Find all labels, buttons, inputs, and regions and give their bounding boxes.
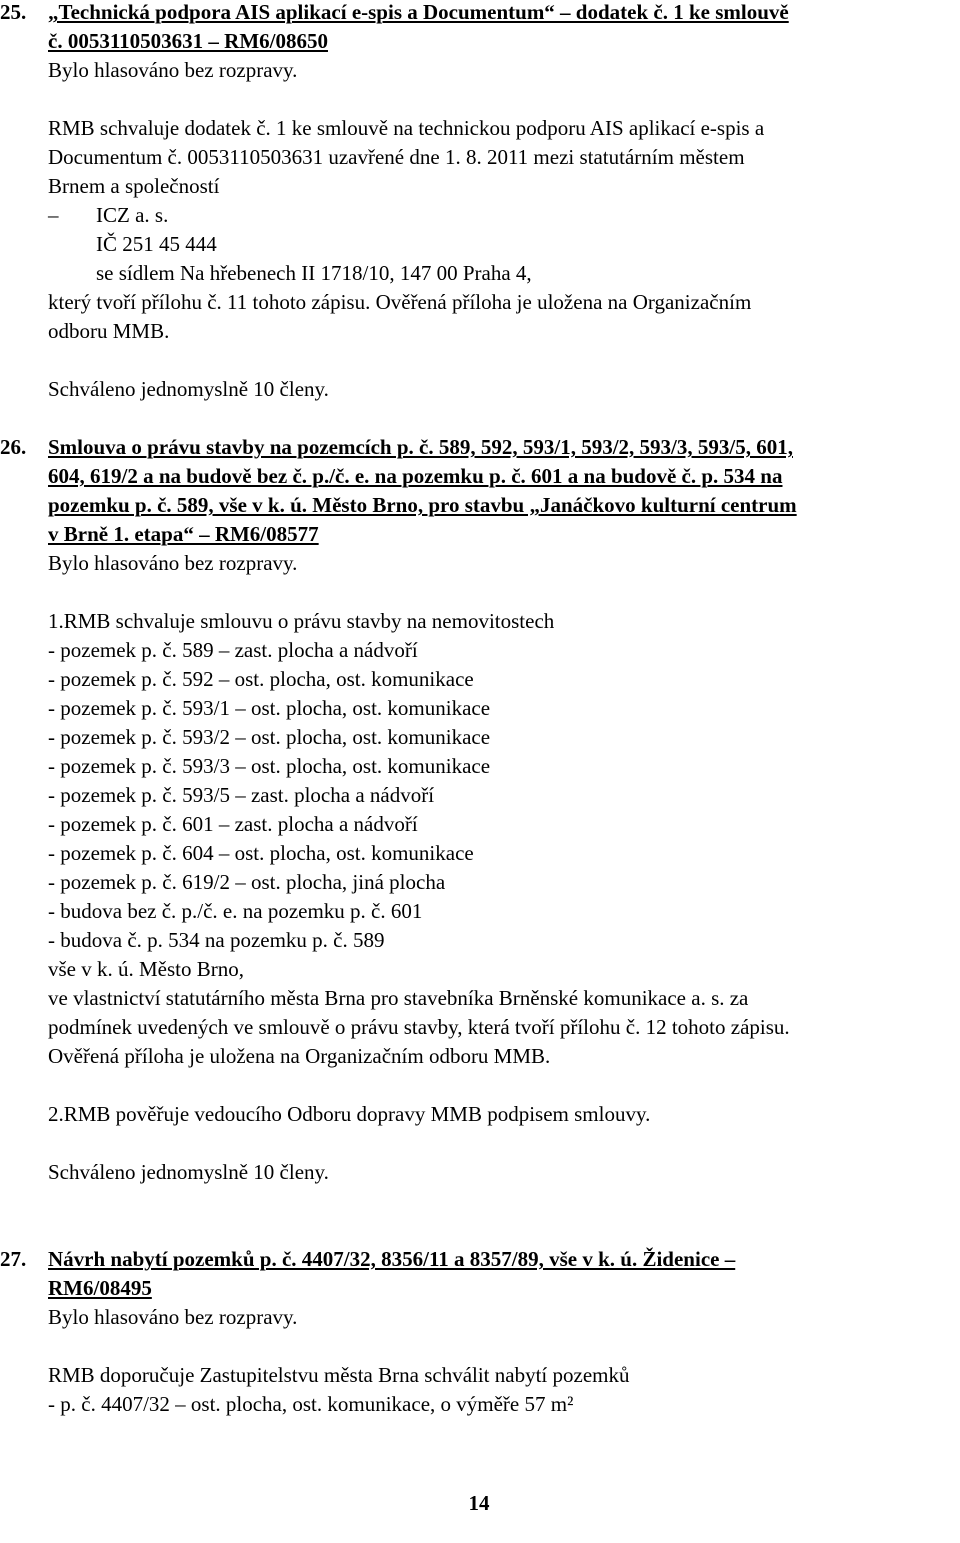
parcel-item: - pozemek p. č. 593/3 – ost. plocha, ost. komunikace — [48, 754, 491, 778]
ownership-text: ve vlastnictví statutárního města Brna pro stavebníka Brněnské komunikace a. s. za — [48, 986, 749, 1010]
parcel-item: - budova bez č. p./č. e. na pozemku p. č. 601 — [48, 899, 423, 923]
vote-result: Schváleno jednomyslně 10 členy. — [48, 1160, 329, 1184]
no-debate-note: Bylo hlasováno bez rozpravy. — [48, 551, 298, 575]
company-address: se sídlem Na hřebenech II 1718/10, 147 00 Praha 4, — [96, 261, 532, 285]
parcel-item: - pozemek p. č. 589 – zast. plocha a nádvoří — [48, 638, 418, 662]
ownership-text: podmínek uvedených ve smlouvě o právu stavby, která tvoří přílohu č. 12 tohoto zápisu. — [48, 1015, 790, 1039]
item-title: 604, 619/2 a na budově bez č. p./č. e. na pozemku p. č. 601 a na budově č. p. 534 na — [48, 464, 783, 488]
item-title: v Brně 1. etapa“ – RM6/08577 — [48, 522, 319, 546]
vote-result: Schváleno jednomyslně 10 členy. — [48, 377, 329, 401]
ownership-text: Ověřená příloha je uložena na Organizačním odboru MMB. — [48, 1044, 551, 1068]
attachment-note: který tvoří přílohu č. 11 tohoto zápisu. Ověřená příloha je uložena na Organizačním — [48, 290, 752, 314]
parcel-item: - pozemek p. č. 592 – ost. plocha, ost. komunikace — [48, 667, 474, 691]
parcel-item: - pozemek p. č. 593/1 – ost. plocha, ost. komunikace — [48, 696, 491, 720]
parcel-item: - pozemek p. č. 593/5 – zast. plocha a nádvoří — [48, 783, 435, 807]
attachment-note: odboru MMB. — [48, 319, 170, 343]
item-title: pozemku p. č. 589, vše v k. ú. Město Brno, pro stavbu „Janáčkovo kulturní centrum — [48, 493, 797, 517]
company-ico: IČ 251 45 444 — [96, 232, 217, 256]
list-dash: – — [48, 203, 59, 227]
item-title: „Technická podpora AIS aplikací e-spis a Documentum“ – dodatek č. 1 ke smlouvě — [48, 0, 789, 24]
resolution-text: 1.RMB schvaluje smlouvu o právu stavby na nemovitostech — [48, 609, 555, 633]
resolution-text: RMB doporučuje Zastupitelstvu města Brna schválit nabytí pozemků — [48, 1363, 630, 1387]
resolution-text: 2.RMB pověřuje vedoucího Odboru dopravy MMB podpisem smlouvy. — [48, 1102, 651, 1126]
item-title: č. 0053110503631 – RM6/08650 — [48, 29, 328, 53]
parcel-item: - budova č. p. 534 na pozemku p. č. 589 — [48, 928, 385, 952]
parcel-item: - pozemek p. č. 601 – zast. plocha a nádvoří — [48, 812, 418, 836]
company-name: ICZ a. s. — [96, 203, 169, 227]
item-number: 27. — [0, 1247, 27, 1271]
parcel-item: - p. č. 4407/32 – ost. plocha, ost. komunikace, o výměře 57 m² — [48, 1392, 574, 1416]
parcel-item: - pozemek p. č. 619/2 – ost. plocha, jiná plocha — [48, 870, 446, 894]
no-debate-note: Bylo hlasováno bez rozpravy. — [48, 58, 298, 82]
location-text: vše v k. ú. Město Brno, — [48, 957, 244, 981]
item-title: Návrh nabytí pozemků p. č. 4407/32, 8356/11 a 8357/89, vše v k. ú. Židenice – — [48, 1247, 736, 1271]
parcel-item: - pozemek p. č. 593/2 – ost. plocha, ost. komunikace — [48, 725, 491, 749]
parcel-item: - pozemek p. č. 604 – ost. plocha, ost. komunikace — [48, 841, 474, 865]
no-debate-note: Bylo hlasováno bez rozpravy. — [48, 1305, 298, 1329]
item-title: Smlouva o právu stavby na pozemcích p. č. 589, 592, 593/1, 593/2, 593/3, 593/5, 601, — [48, 435, 793, 459]
item-number: 26. — [0, 435, 27, 459]
resolution-text: Documentum č. 0053110503631 uzavřené dne 1. 8. 2011 mezi statutárním městem — [48, 145, 745, 169]
resolution-text: RMB schvaluje dodatek č. 1 ke smlouvě na technickou podporu AIS aplikací e-spis a — [48, 116, 765, 140]
resolution-text: Brnem a společností — [48, 174, 220, 198]
item-title: RM6/08495 — [48, 1276, 152, 1300]
item-number: 25. — [0, 0, 27, 24]
page-number: 14 — [468, 1491, 490, 1515]
